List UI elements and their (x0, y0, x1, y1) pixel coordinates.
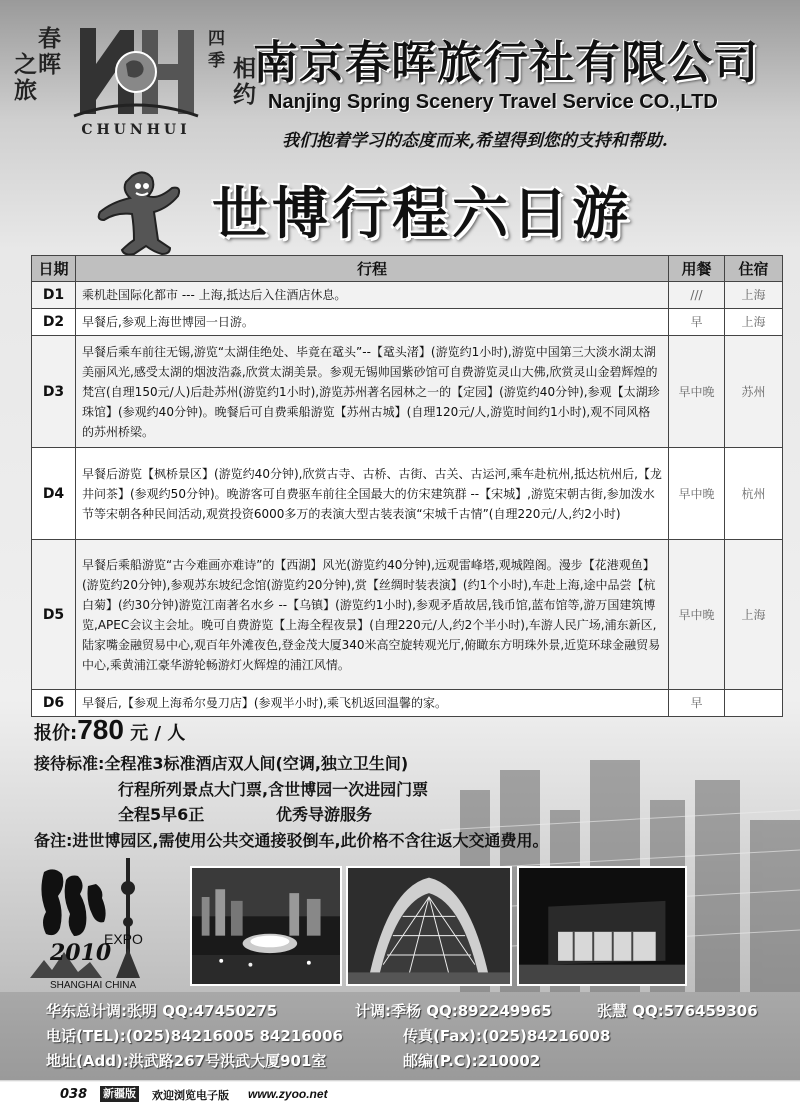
table-header-row (32, 256, 783, 282)
day-cell: D4 (32, 448, 76, 540)
table-row (32, 282, 783, 309)
table-row (32, 309, 783, 336)
hotel-cell: 苏州 (725, 336, 783, 448)
fax-number: 传真(Fax):(025)84216008 (403, 1027, 611, 1045)
itinerary-cell: 乘机赴国际化都市 --- 上海,抵达后入住酒店休息。 (76, 282, 669, 309)
tour-title: 世博行程六日游 (212, 181, 632, 247)
day-cell: D1 (32, 282, 76, 309)
company-logo-icon (70, 24, 202, 120)
meal-cell: 早 (669, 690, 725, 717)
planner-contact-2: 张慧 QQ:576459306 (597, 1002, 758, 1020)
expo-place: SHANGHAI CHINA (50, 980, 137, 991)
price-unit: 元 / 人 (130, 723, 186, 744)
expo-2010-logo-icon (30, 852, 160, 992)
service-standard-line: 接待标准:全程准3标准酒店双人间(空调,独立卫生间) (34, 754, 409, 773)
footer-tip: 欢迎浏览电子版 (152, 1089, 229, 1102)
company-name-en: Nanjing Spring Scenery Travel Service CO.,LTD (268, 91, 718, 113)
logo-wordmark: CHUNHUI (81, 122, 191, 138)
itinerary-cell: 早餐后游览【枫桥景区】(游览约40分钟),欣赏古寺、古桥、古街、古关、古运河,乘车赴杭州,抵达杭州后,【龙井问茶】(参观约50分钟)。晚游客可自费驱车前往全国最大的仿宋建筑群 --【宋城】,游览宋朝古街,参加泼水节等宋朝各种民间活动,观赏投资6000多万的表演大型古装表演“宋城千古情”(自理220元/人,约2小时) (76, 448, 669, 540)
header-lodging: 住宿 (725, 256, 783, 282)
price-amount: 780 (77, 714, 124, 745)
page-number: 038 (60, 1087, 88, 1102)
meal-cell: /// (669, 282, 725, 309)
expo-word: EXPO (104, 931, 143, 947)
website-link[interactable]: www.zyoo.net (248, 1087, 328, 1101)
day-cell: D2 (32, 309, 76, 336)
address: 地址(Add):洪武路267号洪武大厦901室 (46, 1052, 327, 1070)
expo-year: 2010 (50, 940, 112, 966)
itinerary-cell: 早餐后乘船游览“古今难画亦难诗”的【西湖】风光(游览约40分钟),远观雷峰塔,观城隍阁。漫步【花港观鱼】(游览约20分钟),参观苏东坡纪念馆(游览约20分钟),赏【丝绸时装表演】(约1个小时),车赴上海,途中品尝【杭白菊】(约30分钟)游览江南著名水乡 --【乌镇】(游览约1小时),参观矛盾故居,钱币馆,蓝布馆等,游万国建筑博览,APEC会议主会址。晚可自费游览【上海全程夜景】(自理220元/人,约2个半小时),车游人民广场,浦东新区,陆家嘴金融贸易中心,观百年外滩夜色,登金茂大厦340米高空旋转观光厅,俯瞰东方明珠外景,近览环球金融贸易中心,乘黄浦江豪华游轮畅游灯火辉煌的浦江风情。 (76, 540, 669, 690)
header-meals: 用餐 (669, 256, 725, 282)
itinerary-cell: 早餐后,【参观上海希尔曼刀店】(参观半小时),乘飞机返回温馨的家。 (76, 690, 669, 717)
day-cell: D6 (32, 690, 76, 717)
east-china-manager: 华东总计调:张明 QQ:47450275 (46, 1002, 278, 1020)
hotel-cell: 杭州 (725, 448, 783, 540)
photo-pavilion-night (517, 866, 687, 986)
itinerary-cell: 早餐后乘车前往无锡,游览“太湖佳绝处、毕竟在鼋头”--【鼋头渚】(游览约1小时),游览中国第三大淡水湖太湖美丽风光,感受太湖的烟波浩淼,欣赏太湖美景。参观无锡帅国紫砂馆可自费游览灵山大佛,欣赏灵山金碧辉煌的梵宫(自理150元/人)后赴苏州(游览约1小时),游览苏州著名园林之一的【定园】(游览约40分钟),参观【太湖珍珠馆】(参观约40分钟)。晚餐后可自费乘船游览【苏州古城】(自理120元/人,游览时间约1小时),观不同风格的苏州桥梁。 (76, 336, 669, 448)
table-row (32, 336, 783, 448)
header-date: 日期 (32, 256, 76, 282)
ticket-inclusion-line: 行程所列景点大门票,含世博园一次进园门票 (118, 780, 429, 799)
company-name-cn: 南京春晖旅行社有限公司 (253, 36, 760, 89)
itinerary-table (31, 255, 783, 717)
day-cell: D3 (32, 336, 76, 448)
guide-service-line: 优秀导游服务 (276, 805, 373, 824)
price (34, 714, 185, 746)
haibao-mascot-icon (92, 166, 188, 262)
hotel-cell: 上海 (725, 540, 783, 690)
photo-night-city (190, 866, 342, 986)
header-itinerary: 行程 (76, 256, 669, 282)
calligraphy-right-bottom: 相约 (233, 55, 256, 108)
edition-badge: 新疆版 (100, 1086, 139, 1102)
slogan: 我们抱着学习的态度而来,希望得到您的支持和帮助. (282, 131, 668, 151)
itinerary-cell: 早餐后,参观上海世博园一日游。 (76, 309, 669, 336)
calligraphy-left-top: 春晖 (38, 25, 61, 78)
calligraphy-left-bottom: 之旅 (14, 51, 37, 104)
day-cell: D5 (32, 540, 76, 690)
remark-line: 备注:进世博园区,需使用公共交通接驳倒车,此价格不含往返大交通费用。 (34, 831, 549, 850)
table-row (32, 448, 783, 540)
meal-cell: 早 (669, 309, 725, 336)
table-row (32, 690, 783, 717)
meal-cell: 早中晚 (669, 448, 725, 540)
meals-inclusion-line: 全程5早6正 (118, 805, 205, 824)
hotel-cell (725, 690, 783, 717)
hotel-cell: 上海 (725, 309, 783, 336)
photo-expo-axis-sunvalley (346, 866, 512, 986)
price-label: 报价: (34, 723, 78, 744)
postcode: 邮编(P.C):210002 (403, 1052, 541, 1070)
planner-contact: 计调:季杨 QQ:892249965 (355, 1002, 552, 1020)
table-row (32, 540, 783, 690)
meal-cell: 早中晚 (669, 540, 725, 690)
meal-cell: 早中晚 (669, 336, 725, 448)
phone-number: 电话(TEL):(025)84216005 84216006 (46, 1027, 343, 1045)
calligraphy-right-top: 四季 (208, 29, 225, 71)
hotel-cell: 上海 (725, 282, 783, 309)
